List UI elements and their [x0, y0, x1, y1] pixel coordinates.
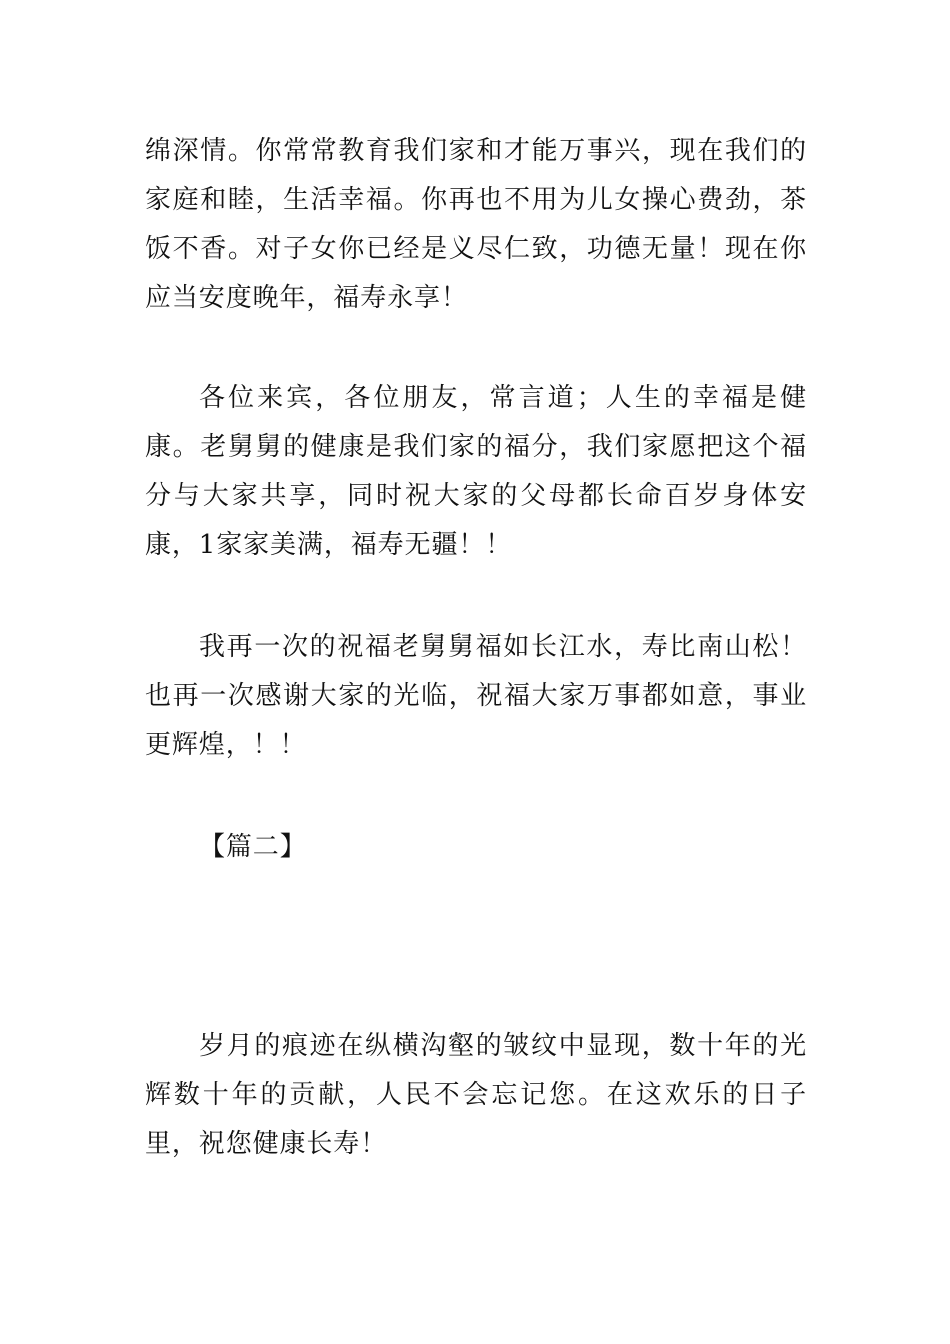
paragraph-guests: 各位来宾，各位朋友，常言道；人生的幸福是健康。老舅舅的健康是我们家的福分，我们家愿把这个福分与大家共享，同时祝大家的父母都长命百岁身体安康，1家家美满，福寿无疆！！ [145, 383, 807, 560]
section-heading: 【篇二】 [199, 832, 307, 862]
paragraph-blessing: 我再一次的祝福老舅舅福如长江水，寿比南山松！也再一次感谢大家的光临，祝福大家万事都如意，事业更辉煌，！！ [145, 632, 807, 760]
paragraph-continued: 绵深情。你常常教育我们家和才能万事兴，现在我们的家庭和睦，生活幸福。你再也不用为儿女操心费劲，茶饭不香。对子女你已经是义尽仁致，功德无量！现在你应当安度晚年，福寿永享！ [145, 136, 807, 313]
paragraph-section-two: 岁月的痕迹在纵横沟壑的皱纹中显现，数十年的光辉数十年的贡献，人民不会忘记您。在这欢乐的日子里，祝您健康长寿！ [145, 1031, 807, 1159]
